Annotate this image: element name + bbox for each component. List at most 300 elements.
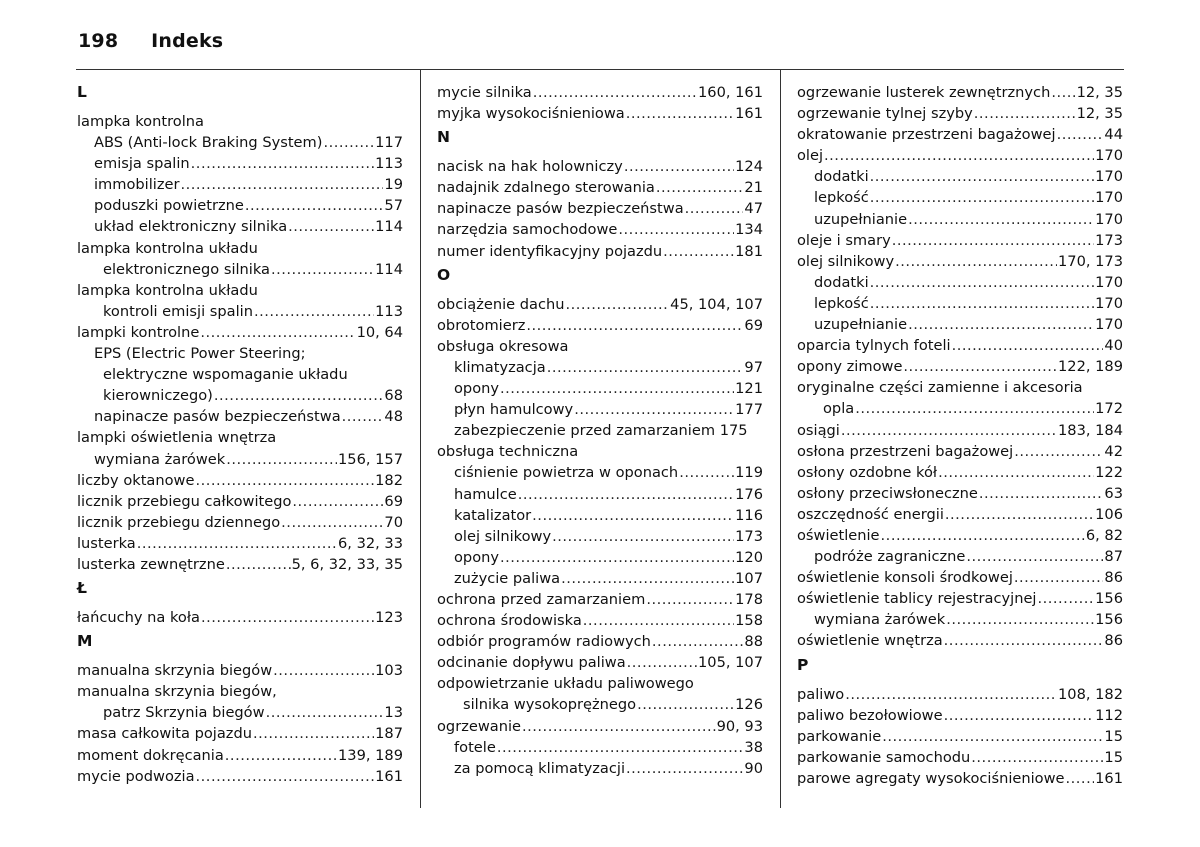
index-entry-term: obciążenie dachu (437, 295, 565, 313)
index-letter-heading: L (77, 83, 87, 101)
index-entry (437, 652, 763, 673)
index-entry (77, 512, 403, 533)
dot-leader (292, 491, 383, 512)
index-entry-pages: 139, 189 (338, 746, 403, 764)
index-entry-term: oparcia tylnych foteli (797, 337, 951, 355)
dot-leader (500, 547, 734, 568)
index-entry (77, 449, 403, 470)
index-entry (797, 483, 1123, 504)
dot-leader (627, 652, 697, 673)
index-entry-pages: 105, 107 (698, 654, 763, 672)
index-entry-term: opony zimowe (797, 358, 903, 376)
dot-leader (944, 705, 1095, 726)
index-entry (77, 174, 403, 195)
dot-leader (253, 723, 374, 744)
index-entry-pages: 161 (1095, 769, 1123, 787)
dot-leader (1057, 124, 1104, 145)
index-entry-term: moment dokręcania (77, 746, 224, 764)
column-divider (780, 70, 781, 808)
index-entry (437, 505, 763, 526)
index-entry (437, 716, 763, 737)
index-entry (797, 398, 1123, 419)
index-entry-term: układ elektroniczny silnika (94, 218, 288, 236)
index-entry (797, 441, 1123, 462)
index-entry-pages: 126 (735, 696, 763, 714)
index-entry (437, 241, 763, 262)
index-entry-term: oświetlenie wnętrza (797, 632, 943, 650)
index-entry-pages: 170, 173 (1058, 252, 1123, 270)
index-entry (437, 737, 763, 758)
index-entry (437, 526, 763, 547)
dot-leader (679, 462, 734, 483)
index-entry-heading: elektryczne wspomaganie układu (103, 366, 348, 384)
index-column-1 (77, 82, 403, 787)
index-entry-pages: 44 (1104, 126, 1123, 144)
index-entry-pages: 172 (1095, 400, 1123, 418)
index-entry (797, 567, 1123, 588)
dot-leader (656, 177, 744, 198)
index-entry-pages: 42 (1104, 442, 1123, 460)
dot-leader (518, 484, 734, 505)
index-entry (437, 294, 763, 315)
index-entry (797, 630, 1123, 651)
index-entry-term: ogrzewanie (437, 717, 521, 735)
index-entry-pages: 170 (1095, 273, 1123, 291)
index-entry-term: lampki kontrolne (77, 323, 200, 341)
dot-leader (646, 589, 734, 610)
header-rule (76, 69, 1124, 70)
dot-leader (652, 631, 744, 652)
index-entry (437, 156, 763, 177)
dot-leader (273, 660, 374, 681)
dot-leader (1037, 588, 1094, 609)
index-entry (797, 251, 1123, 272)
index-entry-pages: 86 (1104, 569, 1123, 587)
index-entry (437, 589, 763, 610)
dot-leader (500, 378, 734, 399)
index-entry-pages: 116 (735, 506, 763, 524)
index-entry (77, 216, 403, 237)
index-entry (437, 399, 763, 420)
index-entry (77, 607, 403, 628)
dot-leader (626, 103, 734, 124)
index-entry-term: ABS (Anti-lock Braking System) (94, 134, 323, 152)
index-entry (77, 660, 403, 681)
index-entry-term: oszczędność energii (797, 505, 944, 523)
index-entry-pages: 170 (1095, 189, 1123, 207)
dot-leader (583, 610, 734, 631)
index-entry-term: paliwo (797, 685, 845, 703)
index-entry-pages: 173 (735, 527, 763, 545)
index-entry-pages: 6, 32, 33 (338, 534, 403, 552)
index-entry-pages: 170 (1095, 294, 1123, 312)
index-entry (797, 272, 1123, 293)
index-entry (797, 588, 1123, 609)
index-entry-term: klimatyzacja (454, 358, 546, 376)
dot-leader (196, 766, 375, 787)
index-entry-term: napinacze pasów bezpieczeństwa (94, 408, 341, 426)
index-entry (437, 758, 763, 779)
index-entry (77, 322, 403, 343)
index-entry (437, 568, 763, 589)
index-entry (77, 766, 403, 787)
dot-leader (870, 166, 1095, 187)
index-entry-pages: 5, 6, 32, 33, 35 (291, 555, 403, 573)
index-entry (797, 525, 1123, 546)
index-entry-pages: 57 (384, 197, 403, 215)
dot-leader (685, 198, 744, 219)
index-entry-term: licznik przebiegu dziennego (77, 513, 281, 531)
index-letter-heading: N (437, 128, 450, 147)
dot-leader (626, 758, 743, 779)
index-entry-pages: 170 (1095, 210, 1123, 228)
index-entry (797, 335, 1123, 356)
dot-leader (566, 294, 670, 315)
index-entry-term: lusterka zewnętrzne (77, 555, 225, 573)
index-entry (77, 745, 403, 766)
dot-leader (533, 82, 697, 103)
index-entry (77, 723, 403, 744)
index-entry-pages: 156 (1095, 611, 1123, 629)
index-entry (77, 259, 403, 280)
index-entry-term: opla (823, 400, 855, 418)
index-entry-pages: 114 (375, 260, 403, 278)
index-entry-term: masa całkowita pojazdu (77, 725, 252, 743)
index-entry-term: osłony ozdobne kół (797, 463, 938, 481)
index-entry-term: olej silnikowy (797, 252, 895, 270)
dot-leader (214, 385, 384, 406)
dot-leader (974, 103, 1076, 124)
index-entry-term: ciśnienie powietrza w oponach (454, 464, 679, 482)
index-entry-pages: 15 (1104, 748, 1123, 766)
index-entry-term: patrz Skrzynia biegów (103, 704, 265, 722)
index-entry-term: nadajnik zdalnego sterowania (437, 179, 655, 197)
dot-leader (870, 187, 1094, 208)
index-entry-pages: 112 (1095, 706, 1123, 724)
index-entry-heading: EPS (Electric Power Steering; (94, 345, 306, 363)
index-entry-pages: 113 (375, 155, 403, 173)
index-entry-term: hamulce (454, 485, 517, 503)
index-entry-pages: 134 (735, 221, 763, 239)
dot-leader (979, 483, 1104, 504)
index-entry-pages: 117 (375, 134, 403, 152)
index-entry-term: opony (454, 548, 500, 566)
index-entry (797, 82, 1123, 103)
index-entry-pages: 183, 184 (1058, 421, 1123, 439)
index-entry (797, 768, 1123, 789)
index-entry (797, 684, 1123, 705)
index-entry-pages: 6, 82 (1085, 526, 1123, 544)
dot-leader (561, 568, 734, 589)
index-entry-heading: lampka kontrolna układu (77, 281, 258, 299)
dot-leader (1014, 441, 1103, 462)
index-entry-pages: 106 (1095, 505, 1123, 523)
dot-leader (1014, 567, 1104, 588)
index-entry-term: parkowanie (797, 727, 882, 745)
dot-leader (342, 406, 384, 427)
dot-leader (892, 230, 1094, 251)
index-entry (797, 609, 1123, 630)
index-entry (437, 219, 763, 240)
index-entry (797, 504, 1123, 525)
index-entry (77, 470, 403, 491)
dot-leader (637, 694, 734, 715)
index-entry-term: okratowanie przestrzeni bagażowej (797, 126, 1056, 144)
index-entry-pages: 161 (375, 767, 403, 785)
index-entry-term: liczby oktanowe (77, 471, 195, 489)
index-entry-term: myjka wysokociśnieniowa (437, 105, 625, 123)
index-entry-pages: 170 (1095, 147, 1123, 165)
index-entry-pages: 160, 161 (698, 84, 763, 101)
index-entry-term: immobilizer (94, 176, 180, 194)
index-entry-pages: 173 (1095, 231, 1123, 249)
dot-leader (526, 315, 743, 336)
index-entry-term: oświetlenie tablicy rejestracyjnej (797, 590, 1037, 608)
dot-leader (266, 702, 384, 723)
index-entry-pages: 177 (735, 401, 763, 419)
index-entry-term: poduszki powietrzne (94, 197, 244, 215)
index-entry-pages: 69 (384, 492, 403, 510)
index-entry (437, 357, 763, 378)
index-entry (437, 631, 763, 652)
index-entry-pages: 70 (384, 513, 403, 531)
dot-leader (574, 399, 734, 420)
index-entry-pages: 156, 157 (338, 450, 403, 468)
dot-leader (522, 716, 716, 737)
index-entry (797, 546, 1123, 567)
index-entry-term: ochrona przed zamarzaniem (437, 590, 646, 608)
index-entry-pages: 86 (1104, 632, 1123, 650)
index-entry-heading: oryginalne części zamienne i akcesoria (797, 379, 1083, 397)
index-entry-term: olej (797, 147, 824, 165)
dot-leader (938, 462, 1094, 483)
index-entry-pages: 97 (744, 358, 763, 376)
index-entry-term: numer identyfikacyjny pojazdu (437, 242, 663, 260)
dot-leader (532, 505, 734, 526)
dot-leader (824, 145, 1094, 166)
index-entry-pages: 107 (735, 569, 763, 587)
index-entry-pages: 90, 93 (716, 717, 763, 735)
index-entry-term: uzupełnianie (814, 210, 908, 228)
index-entry-term: odbiór programów radiowych (437, 633, 651, 651)
index-entry (437, 610, 763, 631)
index-entry-term: wymiana żarówek (94, 450, 226, 468)
dot-leader (323, 132, 374, 153)
index-entry-term: mycie podwozia (77, 767, 195, 785)
index-entry (437, 462, 763, 483)
dot-leader (195, 470, 374, 491)
index-entry (77, 132, 403, 153)
index-entry-term: łańcuchy na koła (77, 609, 200, 627)
index-entry-term: lepkość (814, 294, 869, 312)
index-entry-pages: 38 (744, 738, 763, 756)
index-entry-pages: 12, 35 (1076, 84, 1123, 101)
index-entry-heading: obsługa techniczna (437, 443, 579, 461)
index-entry-term: opony (454, 380, 500, 398)
index-entry-term: dodatki (814, 168, 869, 186)
index-entry-term: wymiana żarówek (814, 611, 946, 629)
index-entry-term: osiągi (797, 421, 840, 439)
dot-leader (552, 526, 734, 547)
index-entry-pages: 12, 35 (1076, 105, 1123, 123)
dot-leader (226, 449, 337, 470)
index-entry-heading: lampki oświetlenia wnętrza (77, 429, 277, 447)
dot-leader (618, 219, 734, 240)
index-entry-pages: 10, 64 (356, 323, 403, 341)
dot-leader (908, 314, 1094, 335)
index-letter-heading: P (797, 655, 809, 674)
index-entry (77, 195, 403, 216)
index-entry-term: oświetlenie (797, 526, 880, 544)
index-entry-pages: 45, 104, 107 (670, 295, 763, 313)
index-entry (77, 554, 403, 575)
index-entry (77, 385, 403, 406)
index-entry-heading: obsługa okresowa (437, 337, 569, 355)
index-entry (437, 198, 763, 219)
index-entry-pages: 182 (375, 471, 403, 489)
page-number: 198 (78, 30, 119, 52)
index-entry-pages: 124 (735, 158, 763, 176)
index-entry (797, 293, 1123, 314)
index-entry-pages: 19 (384, 176, 403, 194)
index-entry-pages: 181 (735, 242, 763, 260)
dot-leader (881, 525, 1085, 546)
index-entry (77, 491, 403, 512)
index-entry-pages: 161 (735, 105, 763, 123)
index-entry (437, 82, 763, 103)
index-entry (797, 726, 1123, 747)
index-entry (797, 747, 1123, 768)
dot-leader (245, 195, 384, 216)
index-entry-pages: 187 (375, 725, 403, 743)
index-entry-term: ogrzewanie lusterek zewnętrznych (797, 84, 1051, 101)
index-entry-term: osłona przestrzeni bagażowej (797, 442, 1014, 460)
index-entry (437, 315, 763, 336)
index-letter-heading: O (437, 265, 451, 284)
index-entry-pages: 13 (384, 704, 403, 722)
index-entry-pages: 90 (744, 759, 763, 777)
index-entry (797, 314, 1123, 335)
index-entry-pages: 48 (384, 408, 403, 426)
dot-leader (971, 747, 1103, 768)
dot-leader (870, 293, 1094, 314)
index-entry-heading: manualna skrzynia biegów, (77, 683, 277, 701)
dot-leader (903, 356, 1057, 377)
index-entry (797, 124, 1123, 145)
index-entry-pages: 170 (1095, 316, 1123, 334)
dot-leader (945, 504, 1094, 525)
index-entry-term: narzędzia samochodowe (437, 221, 618, 239)
index-entry-term: kontroli emisji spalin (103, 302, 253, 320)
index-entry-term: oleje i smary (797, 231, 891, 249)
index-letter-heading: M (77, 632, 93, 651)
index-entry-term: parkowanie samochodu (797, 748, 971, 766)
page-title: Indeks (151, 30, 224, 52)
index-entry (77, 153, 403, 174)
index-entry (797, 145, 1123, 166)
dot-leader (281, 512, 383, 533)
index-entry (797, 103, 1123, 124)
index-entry-term: obrotomierz (437, 316, 526, 334)
index-entry-term: paliwo bezołowiowe (797, 706, 943, 724)
index-entry-pages: 120 (735, 548, 763, 566)
dot-leader (845, 684, 1057, 705)
dot-leader (663, 241, 734, 262)
index-entry (797, 356, 1123, 377)
index-entry-term: za pomocą klimatyzacji (454, 759, 625, 777)
index-entry-heading: odpowietrzanie układu paliwowego (437, 675, 694, 693)
index-entry-pages: 176 (735, 485, 763, 503)
column-divider (420, 70, 421, 808)
index-entry (77, 702, 403, 723)
index-entry-pages: 113 (375, 302, 403, 320)
index-entry-term: uzupełnianie (814, 316, 908, 334)
index-entry (797, 166, 1123, 187)
index-entry-term: silnika wysokoprężnego (463, 696, 637, 714)
index-entry-term: parowe agregaty wysokociśnieniowe (797, 769, 1065, 787)
index-entry-term: elektronicznego silnika (103, 260, 270, 278)
index-entry-term: lusterka (77, 534, 136, 552)
dot-leader (225, 745, 337, 766)
page-header (78, 30, 223, 52)
index-entry (77, 533, 403, 554)
dot-leader (226, 554, 291, 575)
dot-leader (200, 322, 355, 343)
index-entry-term: fotele (454, 738, 496, 756)
index-entry (797, 705, 1123, 726)
index-entry-pages: 123 (375, 609, 403, 627)
index-entry-pages: 88 (744, 633, 763, 651)
index-entry-pages: 69 (744, 316, 763, 334)
dot-leader (895, 251, 1057, 272)
index-entry-pages: 15 (1104, 727, 1123, 745)
dot-leader (547, 357, 744, 378)
index-entry-pages: 47 (744, 200, 763, 218)
index-entry-pages: 122 (1095, 463, 1123, 481)
index-entry (797, 187, 1123, 208)
dot-leader (191, 153, 374, 174)
dot-leader (870, 272, 1095, 293)
index-entry (437, 694, 763, 715)
index-entry-term: katalizator (454, 506, 532, 524)
index-entry (797, 462, 1123, 483)
index-entry-pages: 21 (744, 179, 763, 197)
dot-leader (180, 174, 383, 195)
dot-leader (882, 726, 1103, 747)
index-entry-term: napinacze pasów bezpieczeństwa (437, 200, 684, 218)
index-entry-term: dodatki (814, 273, 869, 291)
index-entry (77, 301, 403, 322)
index-entry-heading: lampka kontrolna (77, 113, 204, 130)
index-entry-term: licznik przebiegu całkowitego (77, 492, 292, 510)
index-entry-term: podróże zagraniczne (814, 548, 966, 566)
index-entry-term: ogrzewanie tylnej szyby (797, 105, 973, 123)
index-entry-pages: 121 (735, 380, 763, 398)
index-entry-heading: zabezpieczenie przed zamarzaniem 175 (454, 422, 748, 440)
index-entry-pages: 103 (375, 662, 403, 680)
index-entry-pages: 178 (735, 590, 763, 608)
index-entry-pages: 68 (384, 387, 403, 405)
index-entry-pages: 158 (735, 612, 763, 630)
dot-leader (952, 335, 1104, 356)
index-entry-term: olej silnikowy (454, 527, 552, 545)
index-entry-pages: 122, 189 (1058, 358, 1123, 376)
index-entry-term: ochrona środowiska (437, 612, 582, 630)
index-entry-pages: 119 (735, 464, 763, 482)
dot-leader (1051, 82, 1075, 103)
dot-leader (841, 420, 1057, 441)
index-entry-term: oświetlenie konsoli środkowej (797, 569, 1013, 587)
